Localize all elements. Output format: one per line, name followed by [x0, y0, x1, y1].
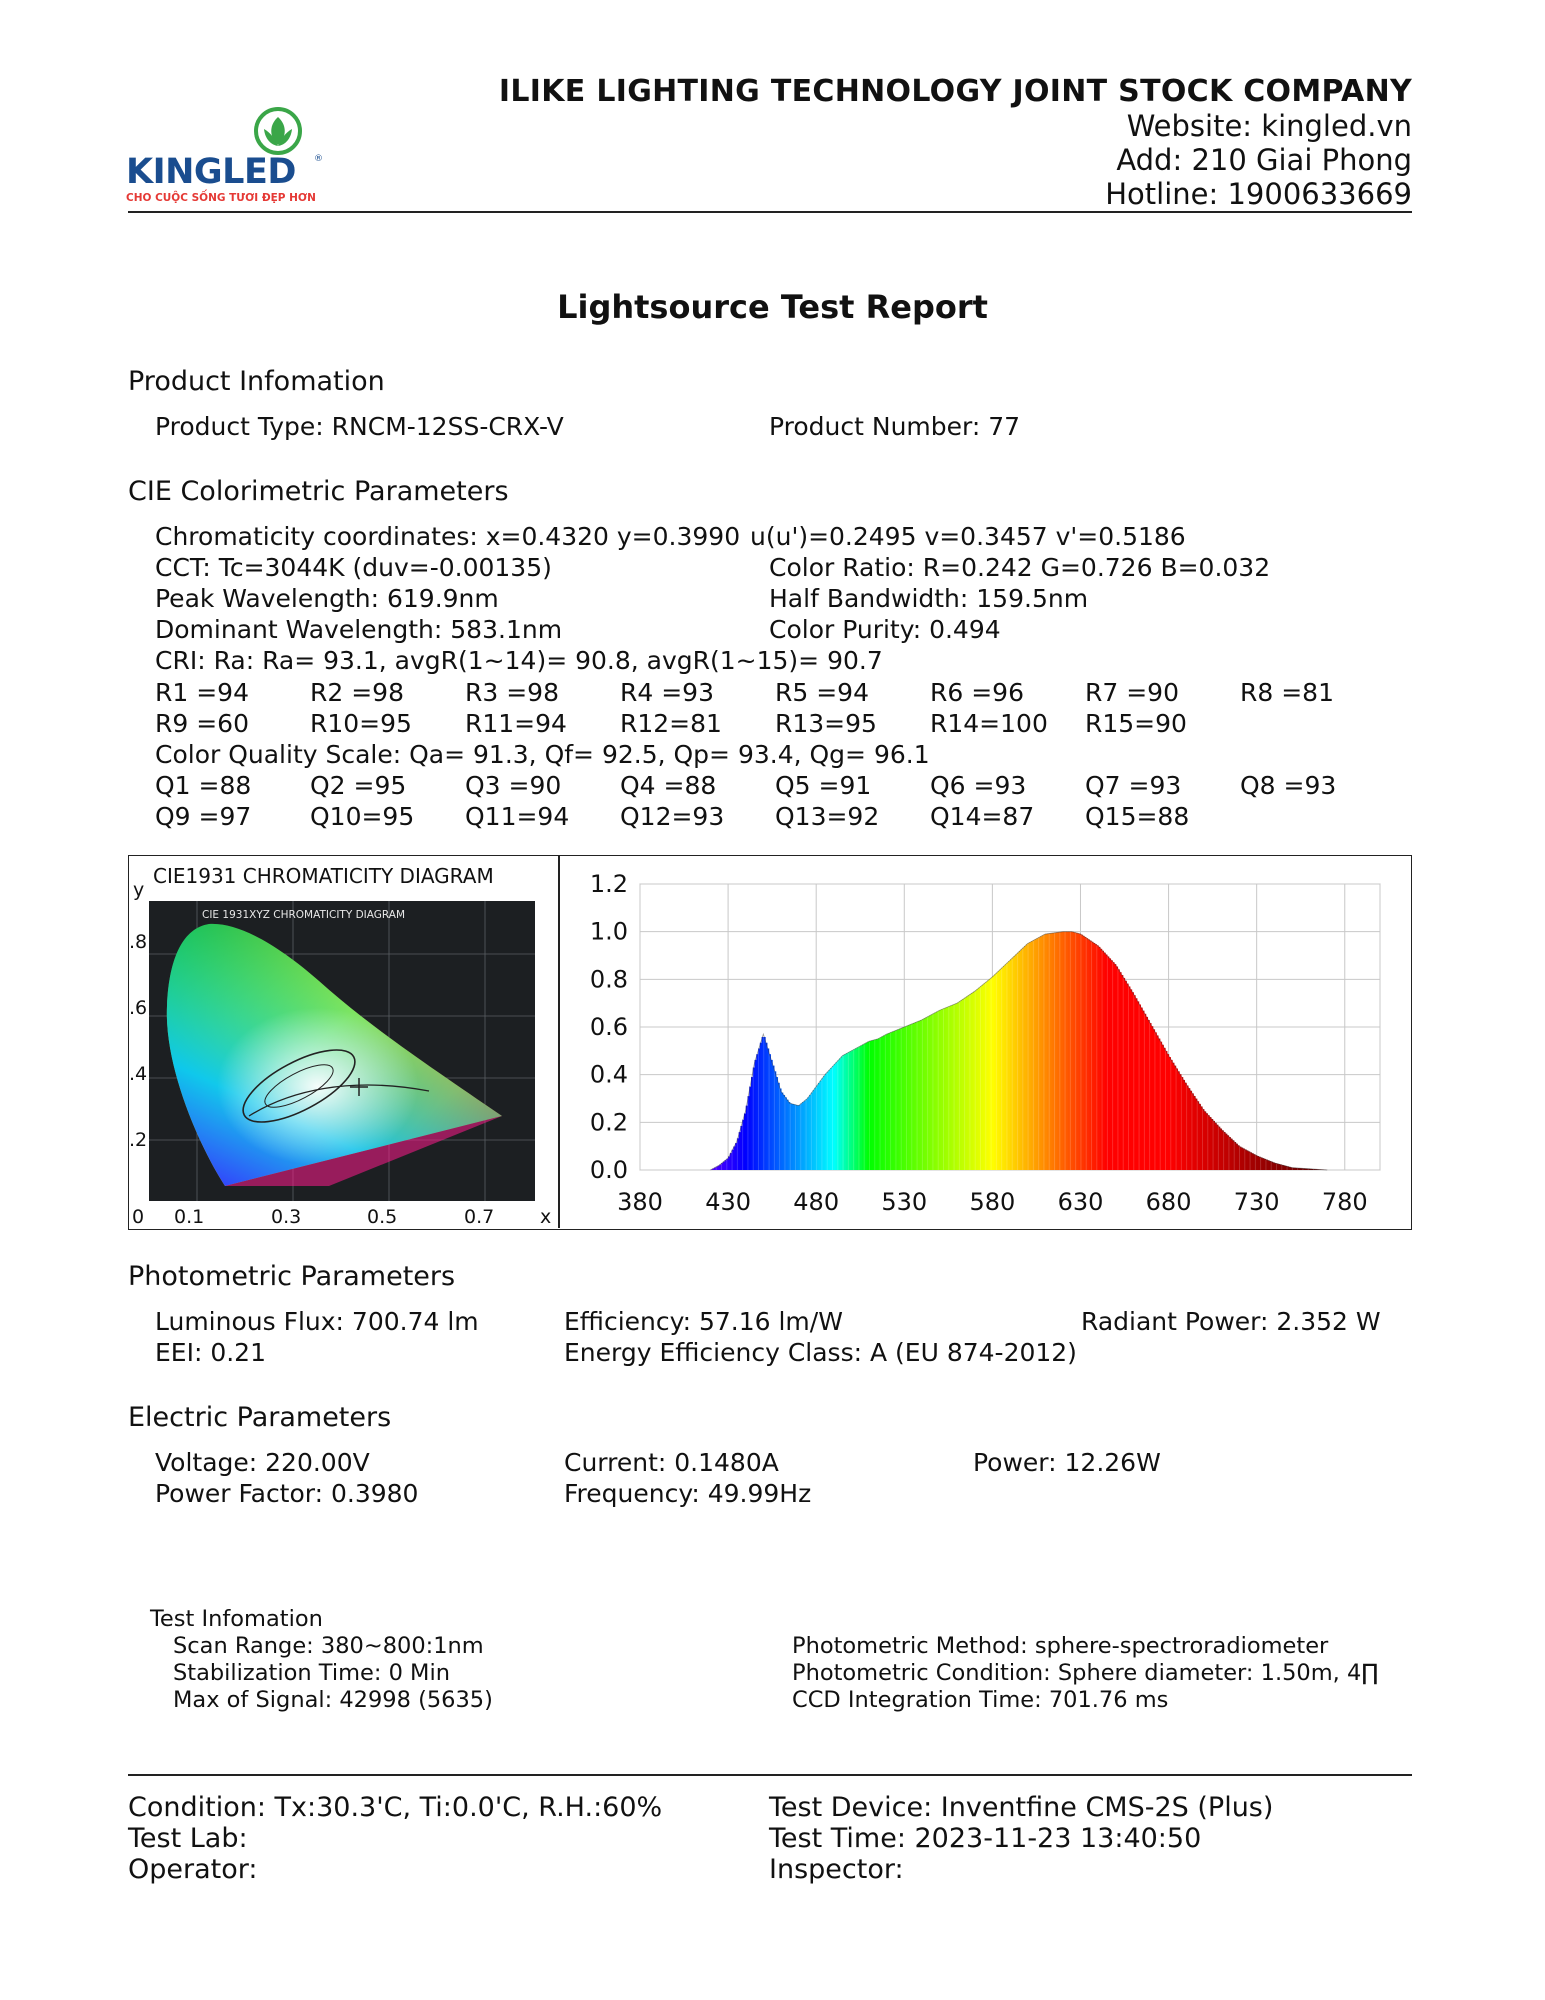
y-tick-label: 0.2 — [589, 1108, 628, 1137]
cie-x-tick: 0.1 — [174, 1206, 205, 1228]
cqs: Color Quality Scale: Qa= 91.3, Qf= 92.5, Qp= 93.4, Qg= 96.1 — [155, 740, 930, 769]
spectrum-band — [1112, 962, 1113, 1170]
spectrum-band — [917, 1022, 918, 1170]
spectrum-band — [1244, 1150, 1245, 1170]
q-value: Q3 =90 — [465, 771, 562, 800]
spectrum-band — [1223, 1132, 1224, 1170]
spectrum-band — [843, 1055, 844, 1170]
cie-x-axis-label: x — [540, 1206, 552, 1228]
spectrum-band — [1028, 943, 1029, 1170]
spectrum-band — [975, 991, 976, 1170]
spectrum-band — [1191, 1093, 1192, 1170]
spectrum-band — [1265, 1160, 1266, 1170]
spectrum-band — [1181, 1077, 1182, 1170]
r-value: R4 =93 — [620, 678, 714, 707]
q-value: Q15=88 — [1085, 802, 1190, 831]
spectrum-band — [1228, 1137, 1229, 1170]
lotus-icon — [256, 109, 300, 153]
spectrum-band — [1022, 948, 1023, 1170]
spectrum-band — [938, 1011, 939, 1170]
radiant-power: Radiant Power: 2.352 W — [1081, 1307, 1381, 1336]
cie-heading: CIE Colorimetric Parameters — [128, 476, 509, 507]
eei: EEI: 0.21 — [155, 1338, 266, 1367]
spectrum-band — [1075, 933, 1076, 1170]
spectrum-band — [753, 1068, 754, 1170]
spectrum-band — [911, 1024, 912, 1170]
x-tick-label: 430 — [705, 1188, 752, 1216]
logo — [126, 105, 326, 205]
logo-registered: ® — [314, 154, 323, 164]
spectrum-band — [1186, 1086, 1187, 1170]
spectrum-band — [996, 973, 997, 1170]
energy-class: Energy Efficiency Class: A (EU 874-2012) — [564, 1338, 1077, 1367]
spectrum-band — [1260, 1157, 1261, 1170]
test-info-heading: Test Infomation — [150, 1606, 323, 1632]
power-factor: Power Factor: 0.3980 — [155, 1479, 419, 1508]
test-device: Test Device: Inventfine CMS-2S (Plus) — [769, 1792, 1274, 1823]
spectrum-band — [932, 1014, 933, 1170]
test-condition: Condition: Tx:30.3'C, Ti:0.0'C, R.H.:60% — [128, 1792, 663, 1823]
spectrum-band — [1107, 956, 1108, 1170]
r-value: R9 =60 — [155, 709, 249, 738]
spectrum-band — [1033, 940, 1034, 1170]
spectrum-band — [747, 1096, 748, 1170]
spectrum-band — [1176, 1068, 1177, 1170]
r-value: R14=100 — [930, 709, 1048, 738]
logo-brand: KINGLED — [126, 152, 296, 192]
r-value: R13=95 — [775, 709, 877, 738]
product-type: Product Type: RNCM-12SS-CRX-V — [155, 412, 564, 441]
logo-tagline: CHO CUỘC SỐNG TƯƠI ĐẸP HƠN — [126, 192, 316, 204]
spectrum-band — [948, 1006, 949, 1170]
spectrum-band — [1065, 932, 1066, 1170]
company-address: Add: 210 Giai Phong — [1116, 143, 1412, 177]
header-rule — [128, 211, 1412, 213]
spectrum-band — [1017, 953, 1018, 1170]
r-value: R6 =96 — [930, 678, 1024, 707]
spectrum-band — [943, 1009, 944, 1170]
y-tick-label: 0.6 — [589, 1013, 628, 1041]
y-tick-label: 0.8 — [589, 965, 628, 994]
r-value: R3 =98 — [465, 678, 559, 707]
spectrum-band — [800, 1104, 801, 1170]
x-tick-label: 730 — [1233, 1188, 1280, 1216]
spectrum-band — [784, 1097, 785, 1170]
spectrum-band — [795, 1105, 796, 1170]
photometric-method: Photometric Method: sphere-spectroradiometer — [792, 1633, 1329, 1659]
half-bandwidth: Half Bandwidth: 159.5nm — [769, 584, 1089, 613]
frequency: Frequency: 49.99Hz — [564, 1479, 812, 1508]
spectrum-band — [1080, 935, 1081, 1170]
spectrum-band — [959, 1001, 960, 1170]
cie-y-tick: .2 — [129, 1129, 148, 1151]
spectrum-band — [827, 1072, 828, 1170]
spectrum-band — [985, 982, 986, 1170]
spectrum-band — [763, 1037, 764, 1170]
company-hotline: Hotline: 1900633669 — [1105, 177, 1412, 211]
spectrum-band — [816, 1085, 817, 1170]
x-tick-label: 630 — [1057, 1188, 1104, 1216]
company-name: ILIKE LIGHTING TECHNOLOGY JOINT STOCK COMPANY — [498, 74, 1412, 109]
spectrum-band — [1154, 1032, 1155, 1170]
current: Current: 0.1480A — [564, 1448, 779, 1477]
charts-panel — [128, 855, 1412, 1230]
spectrum-band — [1287, 1166, 1288, 1170]
power: Power: 12.26W — [973, 1448, 1161, 1477]
spectrum-band — [1043, 935, 1044, 1170]
spectrum-band — [1250, 1152, 1251, 1170]
r-value: R8 =81 — [1240, 678, 1334, 707]
spectrum-band — [1123, 978, 1124, 1170]
spectrum-band — [1255, 1155, 1256, 1170]
q-value: Q12=93 — [620, 802, 725, 831]
spectrum-band — [742, 1120, 743, 1170]
product-number: Product Number: 77 — [769, 412, 1021, 441]
spectrum-band — [927, 1017, 928, 1170]
spectrum-band — [1239, 1147, 1240, 1170]
spectrum-band — [832, 1066, 833, 1170]
spectrum-band — [811, 1093, 812, 1170]
spectrum-band — [853, 1049, 854, 1170]
spectrum-band — [1218, 1127, 1219, 1170]
r-value: R2 =98 — [310, 678, 404, 707]
color-ratio: Color Ratio: R=0.242 G=0.726 B=0.032 — [769, 553, 1271, 582]
spectrum-band — [1149, 1023, 1150, 1170]
company-website: Website: kingled.vn — [1126, 109, 1412, 143]
q-value: Q11=94 — [465, 802, 570, 831]
inspector: Inspector: — [769, 1854, 904, 1885]
r-value: R10=95 — [310, 709, 412, 738]
x-tick-label: 580 — [969, 1188, 1016, 1216]
spectrum-band — [864, 1044, 865, 1170]
y-tick-label: 0.0 — [589, 1156, 628, 1184]
spectrum-band — [1170, 1060, 1171, 1170]
spectrum-band — [1276, 1164, 1277, 1170]
q-value: Q5 =91 — [775, 771, 872, 800]
spectrum-band — [895, 1030, 896, 1170]
max-signal: Max of Signal: 42998 (5635) — [173, 1687, 493, 1713]
cri: CRI: Ra: Ra= 93.1, avgR(1~14)= 90.8, avgR(1~15)= 90.7 — [155, 646, 883, 675]
spectrum-band — [874, 1040, 875, 1170]
spectrum-band — [954, 1004, 955, 1170]
spectrum-band — [732, 1150, 733, 1170]
spectrum-band — [991, 978, 992, 1170]
cie-x-tick: 0.7 — [464, 1206, 495, 1228]
q-value: Q6 =93 — [930, 771, 1027, 800]
spectrum-band — [1133, 995, 1134, 1170]
x-tick-label: 780 — [1321, 1188, 1368, 1216]
uv-coords: u(u')=0.2495 v=0.3457 v'=0.5186 — [750, 522, 1186, 551]
cie-x-tick: 0 — [132, 1206, 145, 1228]
cie-plot-image — [149, 901, 535, 1201]
test-lab: Test Lab: — [128, 1823, 248, 1854]
q-value: Q8 =93 — [1240, 771, 1337, 800]
y-tick-label: 1.0 — [589, 917, 628, 946]
spectrum-band — [922, 1019, 923, 1170]
r-value: R1 =94 — [155, 678, 249, 707]
luminous-flux: Luminous Flux: 700.74 lm — [155, 1307, 479, 1336]
cie-diagram-title: CIE1931 CHROMATICITY DIAGRAM — [153, 864, 494, 888]
x-tick-label: 480 — [793, 1188, 840, 1216]
x-tick-label: 380 — [617, 1188, 663, 1216]
test-time: Test Time: 2023-11-23 13:40:50 — [769, 1823, 1202, 1854]
color-purity: Color Purity: 0.494 — [769, 615, 1001, 644]
spectrum-band — [848, 1052, 849, 1170]
r-value: R7 =90 — [1085, 678, 1179, 707]
spectrum-band — [1207, 1115, 1208, 1170]
spectrum-band — [1086, 938, 1087, 1170]
y-tick-label: 1.2 — [589, 870, 628, 898]
spectrum-band — [1165, 1051, 1166, 1170]
spectrum-band — [769, 1054, 770, 1170]
x-tick-label: 530 — [881, 1188, 928, 1216]
cie-y-tick: .4 — [129, 1063, 148, 1085]
cie-inner-title: CIE 1931XYZ CHROMATICITY DIAGRAM — [202, 909, 406, 921]
footer-rule — [128, 1774, 1412, 1776]
spectrum-band — [1059, 932, 1060, 1170]
spectrum-band — [980, 986, 981, 1170]
q-value: Q9 =97 — [155, 802, 252, 831]
x-tick-label: 680 — [1145, 1188, 1192, 1216]
spectrum-band — [1070, 932, 1071, 1170]
r-value: R11=94 — [465, 709, 567, 738]
q-value: Q7 =93 — [1085, 771, 1182, 800]
spectrum-band — [779, 1088, 780, 1170]
spectrum-band — [1271, 1162, 1272, 1170]
spectrum-band — [1202, 1109, 1203, 1170]
spectrum-band — [1117, 969, 1118, 1170]
spectrum-band — [890, 1032, 891, 1170]
spectrum-band — [869, 1041, 870, 1170]
spectrum-band — [1054, 933, 1055, 1170]
spectrum-band — [821, 1078, 822, 1170]
spectrum-band — [901, 1028, 902, 1170]
photometric-condition: Photometric Condition: Sphere diameter: 1.50m, 4∏ — [792, 1660, 1379, 1686]
electric-heading: Electric Parameters — [128, 1402, 392, 1433]
spectrum-band — [1128, 986, 1129, 1170]
product-heading: Product Infomation — [128, 366, 385, 397]
spectrum-band — [906, 1026, 907, 1170]
spectrum-band — [737, 1138, 738, 1170]
q-value: Q2 =95 — [310, 771, 407, 800]
spectrum-band — [758, 1048, 759, 1170]
operator: Operator: — [128, 1854, 258, 1885]
spectrum-band — [1160, 1042, 1161, 1170]
scan-range: Scan Range: 380~800:1nm — [173, 1633, 484, 1659]
spectrum-band — [1091, 942, 1092, 1170]
stabilization-time: Stabilization Time: 0 Min — [173, 1660, 450, 1686]
cie-diagram — [129, 856, 559, 1228]
cct: CCT: Tc=3044K (duv=-0.00135) — [155, 553, 552, 582]
spectrum-band — [1144, 1014, 1145, 1170]
r-value: R5 =94 — [775, 678, 869, 707]
cie-y-tick: .6 — [129, 997, 148, 1019]
spectrum-band — [880, 1037, 881, 1170]
chromaticity-coords: Chromaticity coordinates: x=0.4320 y=0.3990 — [155, 522, 741, 551]
spectrum-band — [1281, 1165, 1282, 1170]
spectrum-band — [1213, 1121, 1214, 1170]
y-tick-label: 0.4 — [589, 1060, 628, 1089]
efficiency: Efficiency: 57.16 lm/W — [564, 1307, 843, 1336]
spectrum-band — [1139, 1004, 1140, 1170]
report-title: Lightsource Test Report — [557, 288, 988, 326]
spectrum-band — [1197, 1101, 1198, 1170]
q-value: Q1 =88 — [155, 771, 252, 800]
spectrum-band — [774, 1071, 775, 1170]
spectrum-band — [1234, 1142, 1235, 1170]
ccd-integration: CCD Integration Time: 701.76 ms — [792, 1687, 1169, 1713]
cie-x-tick: 0.5 — [367, 1206, 398, 1228]
spectrum-band — [726, 1159, 727, 1170]
spectrum-band — [1038, 937, 1039, 1170]
q-value: Q13=92 — [775, 802, 880, 831]
spectrum-band — [1102, 951, 1103, 1170]
cie-y-tick: .8 — [129, 931, 148, 953]
dominant-wavelength: Dominant Wavelength: 583.1nm — [155, 615, 563, 644]
spectrum-band — [858, 1047, 859, 1170]
cie-y-axis-label: y — [133, 879, 145, 901]
q-value: Q4 =88 — [620, 771, 717, 800]
r-value: R15=90 — [1085, 709, 1187, 738]
spectrum-band — [1096, 945, 1097, 1170]
spectrum-band — [1012, 958, 1013, 1170]
spectrum-band — [806, 1099, 807, 1170]
cie-x-tick: 0.3 — [271, 1206, 302, 1228]
q-value: Q14=87 — [930, 802, 1035, 831]
photometric-heading: Photometric Parameters — [128, 1261, 456, 1292]
q-value: Q10=95 — [310, 802, 415, 831]
spectrum-band — [969, 994, 970, 1170]
spectrum-chart — [560, 856, 1410, 1228]
spectrum-band — [837, 1060, 838, 1170]
voltage: Voltage: 220.00V — [155, 1448, 370, 1477]
spectrum-band — [1001, 968, 1002, 1170]
spectrum-band — [790, 1104, 791, 1170]
spectrum-band — [885, 1035, 886, 1170]
r-value: R12=81 — [620, 709, 722, 738]
peak-wavelength: Peak Wavelength: 619.9nm — [155, 584, 499, 613]
spectrum-band — [1049, 933, 1050, 1170]
spectrum-band — [964, 998, 965, 1170]
spectrum-band — [1006, 963, 1007, 1170]
